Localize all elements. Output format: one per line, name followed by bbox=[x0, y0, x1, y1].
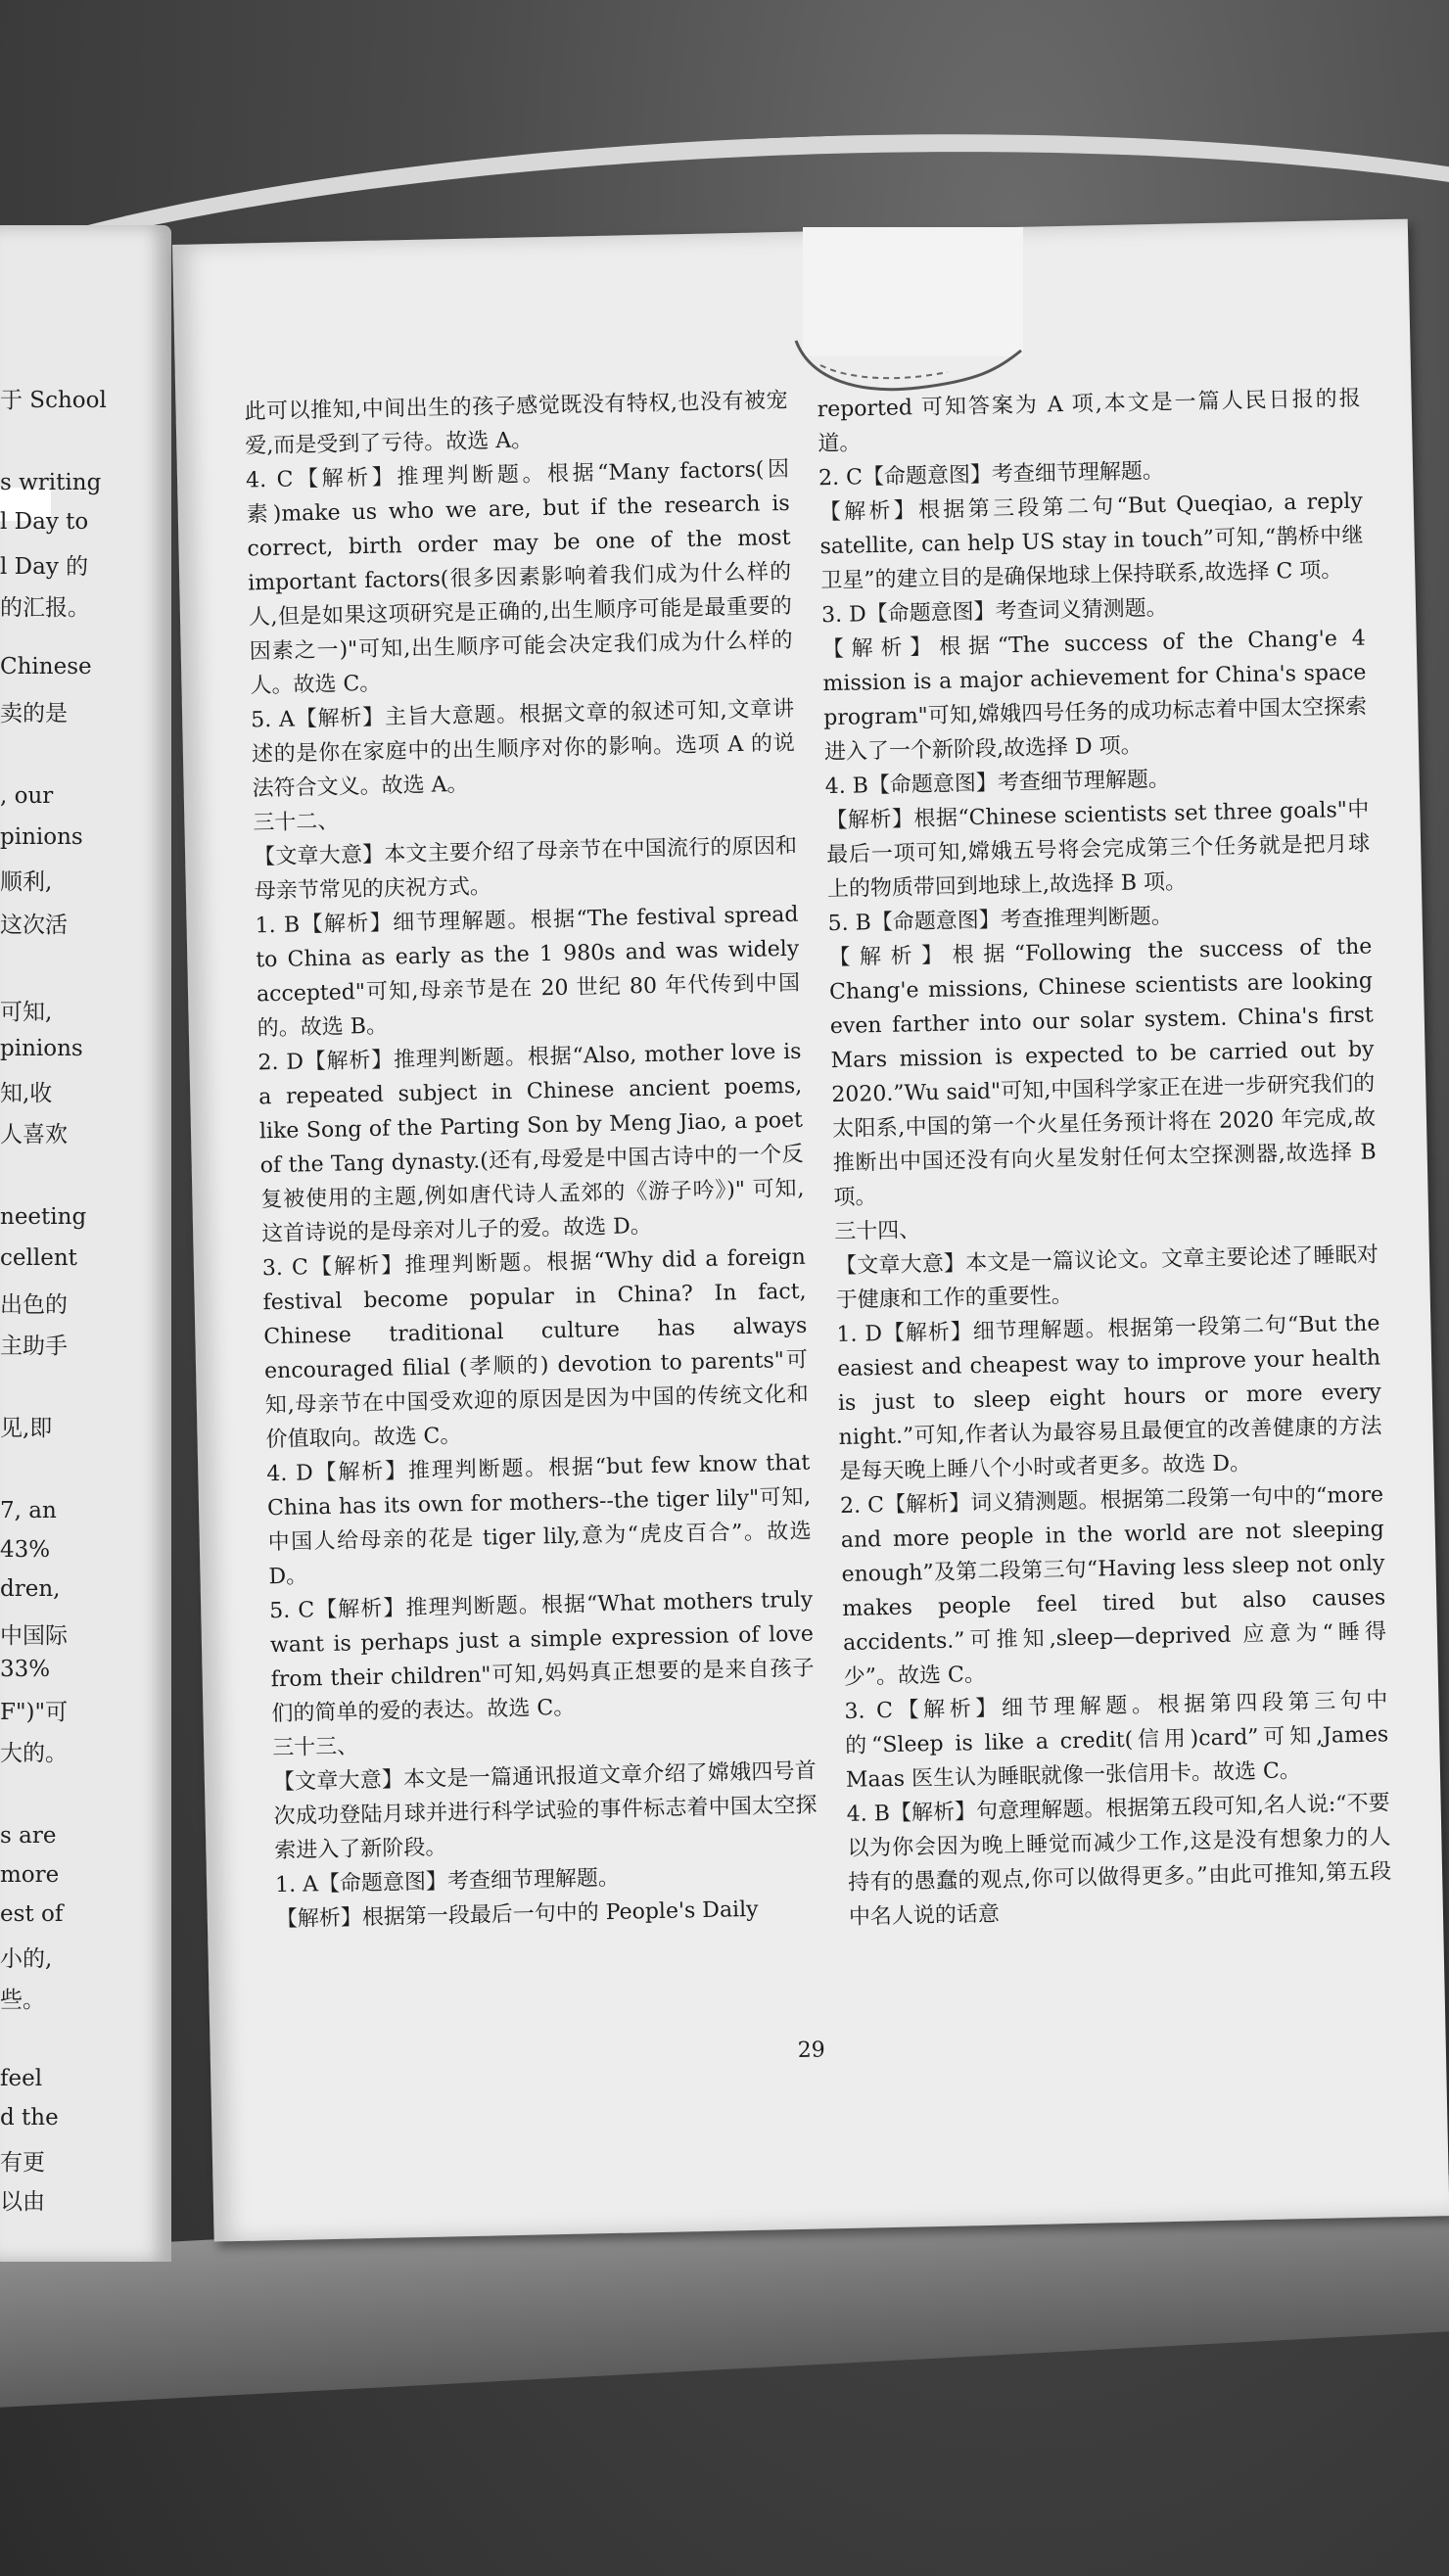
left-page-text-fragment: 7, an bbox=[0, 1498, 57, 1523]
section-heading: 三十四、 bbox=[834, 1218, 921, 1245]
left-page-text-fragment: 知,收 bbox=[0, 1081, 53, 1106]
left-page-text-fragment: 人喜欢 bbox=[0, 1122, 68, 1147]
section-heading: 三十二、 bbox=[253, 809, 340, 836]
paragraph: 2. C【解析】词义猜测题。根据第二段第一句中的“more and more people in the world are not sleeping enough”及第二段第三句“Having less sleep not only makes people feel tired but also causes accidents.”可推知,sleep—deprived 应意为“睡得少”。故选 C。 bbox=[839, 1482, 1387, 1690]
right-page bbox=[172, 219, 1449, 2242]
paragraph: 【文章大意】本文是一篇通讯报道文章介绍了嫦娥四号首次成功登陆月球并进行科学试验的事件标志着中国太空探索进入了新阶段。 bbox=[272, 1758, 818, 1864]
left-page-text-fragment: l Day 的 bbox=[0, 554, 89, 580]
left-page-text-fragment: 顺利, bbox=[0, 869, 53, 895]
left-page-text-fragment: , our bbox=[0, 783, 54, 809]
left-page-text-fragment: s are bbox=[0, 1823, 57, 1849]
paragraph: 【解析】根据第一段最后一句中的 People's Daily bbox=[275, 1897, 759, 1933]
paragraph: 4. B【命题意图】考查细节理解题。 bbox=[824, 767, 1171, 800]
paragraph: 【文章大意】本文是一篇议论文。文章主要论述了睡眠对于健康和工作的重要性。 bbox=[834, 1242, 1379, 1314]
left-page-text-fragment: 可知, bbox=[0, 1000, 53, 1025]
left-page-text-fragment: est of bbox=[0, 1901, 64, 1927]
paragraph: 1. B【解析】细节理解题。根据“The festival spread to China as early as the 1 980s and was widely accepted"可知,母亲节是在 20 世纪 80 年代传到中国的。故选 B。 bbox=[255, 902, 801, 1042]
paragraph: 2. D【解析】推理判断题。根据“Also, mother love is a repeated subject in Chinese ancient poems, like Song of the Parting Son by Meng Jiao, a poet of the Tang dynasty.(还有,母爱是中国古诗中的一个反复被使用的主题,例如唐代诗人孟郊的《游子吟》)" 可知,这首诗说的是母亲对儿子的爱。故选 D。 bbox=[257, 1039, 805, 1247]
left-page-text-fragment: 出色的 bbox=[0, 1292, 68, 1318]
left-page-text-fragment: 卖的是 bbox=[0, 701, 68, 726]
left-page-text-fragment: 这次活 bbox=[0, 913, 68, 938]
left-page-text-fragment: 些。 bbox=[0, 1988, 45, 2013]
paragraph: 3. C【解析】细节理解题。根据第四段第三句中的“Sleep is like a credit(信用)card”可知,James Maas 医生认为睡眠就像一张信用卡。故选 C。 bbox=[844, 1688, 1389, 1793]
page-number: 29 bbox=[797, 2037, 826, 2064]
paragraph: 4. D【解析】推理判断题。根据“but few know that China has its own for mothers--the tiger lily"可知,中国人给母亲的花是 tiger lily,意为“虎皮百合”。故选 D。 bbox=[266, 1450, 812, 1590]
left-page-text-fragment: 主助手 bbox=[0, 1334, 68, 1359]
paragraph: 2. C【命题意图】考查细节理解题。 bbox=[818, 458, 1165, 492]
left-page-text-fragment: s writing bbox=[0, 470, 102, 495]
paragraph: 【解析】根据“The success of the Chang'e 4 mission is a major achievement for China's space program"可知,嫦娥四号任务的成功标志着中国太空探索进入了一个新阶段,故选择 D 项。 bbox=[821, 626, 1368, 766]
right-column bbox=[817, 382, 1392, 1935]
left-page-text-fragment: 小的, bbox=[0, 1946, 53, 1972]
paragraph: reported 可知答案为 A 项,本文是一篇人民日报的报道。 bbox=[817, 386, 1361, 457]
paragraph: 【文章大意】本文主要介绍了母亲节在中国流行的原因和母亲节常见的庆祝方式。 bbox=[253, 833, 798, 905]
paragraph: 【解析】根据第三段第二句“But Queqiao, a reply satellite, can help US stay in touch”可知,“鹊桥中继卫星”的建立目的是确保地球上保持联系,故选择 C 项。 bbox=[818, 489, 1364, 594]
left-page-text-fragment: F")"可 bbox=[0, 1700, 69, 1725]
left-page-text-fragment: 有更 bbox=[0, 2150, 45, 2176]
left-page-text-fragment: dren, bbox=[0, 1576, 61, 1602]
paragraph: 4. C【解析】推理判断题。根据“Many factors(因素)make us who we are, but if the research is correct, birth order may be one of the most important factors(很多因素影响着我们成为什么样的人,但是如果这项研究是正确的,出生顺序可能是最重要的因素之一)"可知,出生顺序可能会决定我们成为什么样的人。故选 C。 bbox=[245, 456, 793, 699]
left-page-text-fragment: 于 School bbox=[0, 388, 107, 413]
left-page-text-fragment: 33% bbox=[0, 1657, 51, 1682]
paragraph: 5. B【命题意图】考查推理判断题。 bbox=[827, 904, 1174, 937]
left-page-text-fragment: neeting bbox=[0, 1204, 87, 1230]
left-page-text-fragment: l Day to bbox=[0, 509, 89, 535]
left-page-text-fragment: pinions bbox=[0, 1036, 83, 1061]
paragraph: 1. A【命题意图】考查细节理解题。 bbox=[274, 1865, 621, 1898]
left-page-text-fragment: Chinese bbox=[0, 654, 92, 679]
paragraph: 4. B【解析】句意理解题。根据第五段可知,名人说:“不要以为你会因为晚上睡觉而减少工作,这是没有想象力的人持有的愚蠢的观点,你可以做得更多。”由此可推知,第五段中名人说的话意 bbox=[846, 1791, 1392, 1930]
left-column bbox=[244, 384, 819, 1937]
paragraph: 此可以推知,中间出生的孩子感觉既没有特权,也没有被宠爱,而是受到了亏待。故选 A。 bbox=[244, 388, 788, 459]
section-heading: 三十三、 bbox=[271, 1734, 359, 1761]
left-page-text-fragment: feel bbox=[0, 2066, 43, 2091]
left-page-text-fragment: 的汇报。 bbox=[0, 595, 90, 621]
left-page-text-fragment: 43% bbox=[0, 1537, 51, 1563]
paragraph: 【解析】根据“Following the success of the Chang'e missions, Chinese scientists are looking even farther into our solar system. China's first Mars mission is expected to be carried out by 2020.”Wu said"可知,中国科学家正在进一步研究我们的太阳系,中国的第一个火星任务预计将在 2020 年完成,故推断出中国还没有向火星发射任何太空探测器,故选择 B 项。 bbox=[828, 934, 1377, 1211]
paragraph: 3. D【命题意图】考查词义猜测题。 bbox=[820, 595, 1168, 629]
left-page-text-fragment: d the bbox=[0, 2105, 59, 2131]
left-page bbox=[0, 225, 171, 2262]
left-page-text-fragment: more bbox=[0, 1862, 60, 1888]
left-page-text-fragment: pinions bbox=[0, 824, 83, 850]
left-page-text-fragment: 见,即 bbox=[0, 1416, 53, 1441]
paragraph: 5. C【解析】推理判断题。根据“What mothers truly want is perhaps just a simple expression of love from their children"可知,妈妈真正想要的是来自孩子们的简单的爱的表达。故选 C。 bbox=[268, 1587, 815, 1727]
left-page-text-fragment: 以由 bbox=[0, 2189, 45, 2215]
left-page-text-fragment: cellent bbox=[0, 1245, 77, 1271]
left-page-text-fragment: 大的。 bbox=[0, 1741, 68, 1766]
paragraph: 1. D【解析】细节理解题。根据第一段第二句“But the easiest and cheapest way to improve your health is just to sleep eight hours or more every night.”可知,作者认为最容易且最便宜的改善健康的方法是每天晚上睡八个小时或者更多。故选 D。 bbox=[836, 1311, 1382, 1485]
paragraph: 5. A【解析】主旨大意题。根据文章的叙述可知,文章讲述的是你在家庭中的出生顺序对你的影响。选项 A 的说法符合文义。故选 A。 bbox=[250, 696, 796, 802]
sketch-illustration bbox=[791, 311, 1026, 399]
left-page-text-fragment: 中国际 bbox=[0, 1623, 68, 1649]
paragraph: 【解析】根据“Chinese scientists set three goals"中最后一项可知,嫦娥五号将会完成第三个任务就是把月球上的物质带回到地球上,故选择 B 项。 bbox=[825, 797, 1371, 903]
paragraph: 3. C【解析】推理判断题。根据“Why did a foreign festival become popular in China? In fact, Chinese traditional culture has always encouraged filial (孝顺的) devotion to parents"可知,母亲节在中国受欢迎的原因是因为中国的传统文化和价值取向。故选 C。 bbox=[261, 1244, 809, 1453]
